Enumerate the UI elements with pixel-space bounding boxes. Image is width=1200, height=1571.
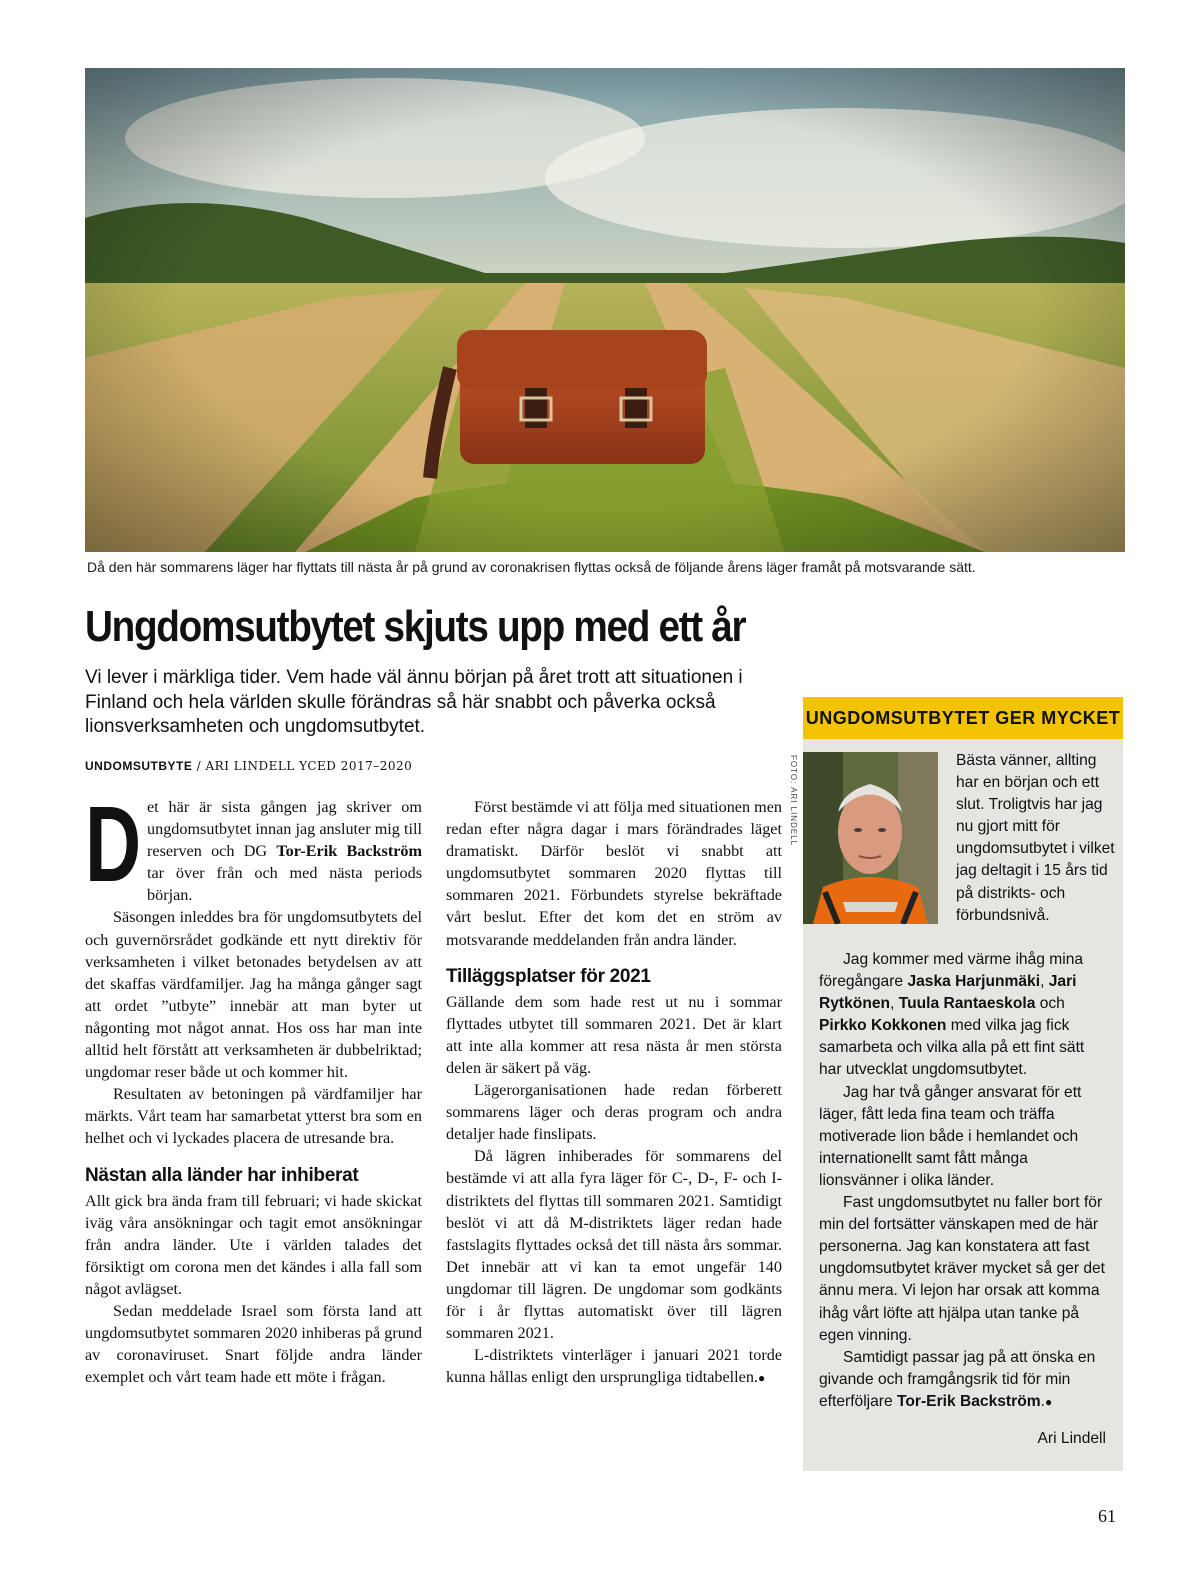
person-name: Tor-Erik Backström [897,1392,1041,1410]
person-name: Pirkko Kokkonen [819,1017,947,1035]
text-run: . [1040,1392,1045,1410]
byline-separator: / [192,759,206,773]
ingress: Vi lever i märkliga tider. Vem hade väl ännu början på året trott att situationen i Finland och hela världen skulle förändras så här snabbt och påverka också lionsverksamheten och ungdomsutbytet. [85,667,743,737]
article-column-2 [446,796,782,1389]
text-run: Samtidigt passar jag på att önska en givande och framgångsrik tid för min efterföljare [819,1348,1096,1410]
person-name: Jari Rytkönen [819,973,1077,1013]
sidebar-signature: Ari Lindell [1037,1430,1106,1447]
subheading: Nästan alla länder har inhiberat [85,1164,359,1186]
article-column-1 [85,783,422,1388]
article-paragraph [85,783,422,906]
sidebar-paragraph: Jag har två gånger ansvarat för ett läger, fått leda fina team och träffa motiverade lion både i hemlandet och internationellt samt fått många lionsvänner i olika länder. [819,1083,1082,1189]
article-paragraph: Lägerorganisationen hade redan förberett sommarens läger och deras program och andra detaljer hade finslipats. [446,1081,782,1144]
portrait-photo [803,752,938,924]
drop-cap: D [85,783,142,904]
person-name: Tuula Rantaeskola [898,995,1036,1013]
image-caption: Då den här sommarens läger har flyttats till nästa år på grund av coronakrisen flyttas också de följande årens läger framåt på motsvarande sätt. [87,559,976,575]
byline [85,759,785,773]
article-paragraph: Säsongen inleddes bra för ungdomsutbytets del och guvernörsrådet godkände ett nytt direktiv för verksamheten i vilket betonades betydelsen av att det skaffas värdfamiljer. Jag ha många gånger sagt att ordet ”utbyte” innebär att man byter ut någonting mot något annat. Hos oss har man inte alltid helt förstått att verksamheten är dubbelriktad; ungdomar reser både ut och kommer hit. [85,908,422,1082]
person-name: Tor-Erik Backström [276,842,422,861]
photo-credit-portrait: FOTO: ARI LINDELL [789,755,798,847]
subheading: Tilläggsplatser för 2021 [446,965,651,987]
text-run: med vilka jag fick samarbeta och vilka alla på ett fint sätt har utvecklat ungdomsutbytet. [819,1017,1085,1079]
text-run: , [1040,973,1049,991]
article-paragraph: Gällande dem som hade rest ut nu i sommar flyttades utbytet till sommaren 2021. Det är klart att inte alla kommer att resa nästa år men största delen är säkert på väg. [446,992,782,1077]
article-paragraph [446,1344,782,1389]
text-run: , [890,995,899,1013]
sidebar-paragraph [819,949,1111,1082]
article-paragraph: Först bestämde vi att följa med situationen men redan efter några dagar i mars förändrades läget dramatiskt. Därför beslöt vi snabbt att ungdomsutbytet sommaren 2020 flyttas till sommaren 2021. Förbundets styrelse bekräftade vårt beslut. Efter det kom det en ström av motsvarande meddelanden från andra länder. [446,798,782,949]
hero-image [85,68,1125,552]
end-mark: ● [757,1371,766,1386]
sidebar-paragraph [819,1347,1111,1413]
person-name: Jaska Harjunmäki [907,973,1041,991]
byline-section: UNDOMSUTBYTE [85,759,193,773]
text-run: L-distriktets vinterläger i januari 2021 torde kunna hållas enligt den ursprungliga tidtabellen. [446,1346,782,1387]
sidebar-title: UNGDOMSUTBYTET GER MYCKET [803,697,1123,739]
article-paragraph: Sedan meddelade Israel som första land att ungdomsutbytet sommaren 2020 inhiberas på grund av coronaviruset. Snart följde andra länder exemplet och vårt team hade ett möte i frågan. [85,1301,422,1387]
text-run: Jag kommer med värme ihåg mina föregångare [819,951,1084,991]
byline-author: ARI LINDELL YCED 2017–2020 [205,759,413,773]
text-run: et här är sista gången jag skriver om ungdomsutbytet innan jag ansluter mig till reserven och DG [147,798,422,861]
sidebar-intro: Bästa vänner, allting har en början och ett slut. Troligtvis har jag nu gjort mitt för ungdomsutbytet i vilket jag deltagit i 15 års tid på distrikts- och förbundsnivå. [956,752,1115,924]
article-paragraph: Allt gick bra ända fram till februari; vi hade skickat iväg våra ansökningar och tagit emot ansökningar från andra länder. Ute i världen talades det försiktigt om corona men det kändes i alla fall som något avlägset. [85,1191,422,1298]
article-paragraph: Resultaten av betoningen på värdfamiljer har märkts. Vårt team har samarbetat ytterst bra som en helhet och vi lyckades placera de utresande bra. [85,1085,422,1148]
end-mark: ● [1044,1394,1053,1409]
sidebar-body [819,949,1111,1413]
page-number: 61 [1098,1506,1116,1526]
sidebar-paragraph: Fast ungdomsutbytet nu faller bort för min del fortsätter vänskapen med de här personerna. Jag kan konstatera att fast ungdomsutbytet kräver mycket så ger det ännu mera. Vi lejon har orsak att komma ihåg vårt löfte att hjälpa utan tanke på egen vinning. [819,1194,1106,1344]
text-run: tar över från och med nästa periods början. [147,864,422,905]
page-title: Ungdomsutbytet skjuts upp med ett år [85,602,746,651]
article-paragraph: Då lägren inhiberades för sommarens del bestämde vi att alla fyra läger för C-, D-, F- och I-distriktets del flyttas till sommaren 2021. Samtidigt beslöt vi att då M-distriktets läger redan hade fastslagits flyttades också det till nästa års sommar. Det innebär att vi kan ta emot ungefär 140 ungdomar till lägren. De ungdomar som godkänts för i år flyttas automatiskt över till lägren sommaren 2021. [446,1147,782,1343]
text-run: och [1035,995,1065,1013]
